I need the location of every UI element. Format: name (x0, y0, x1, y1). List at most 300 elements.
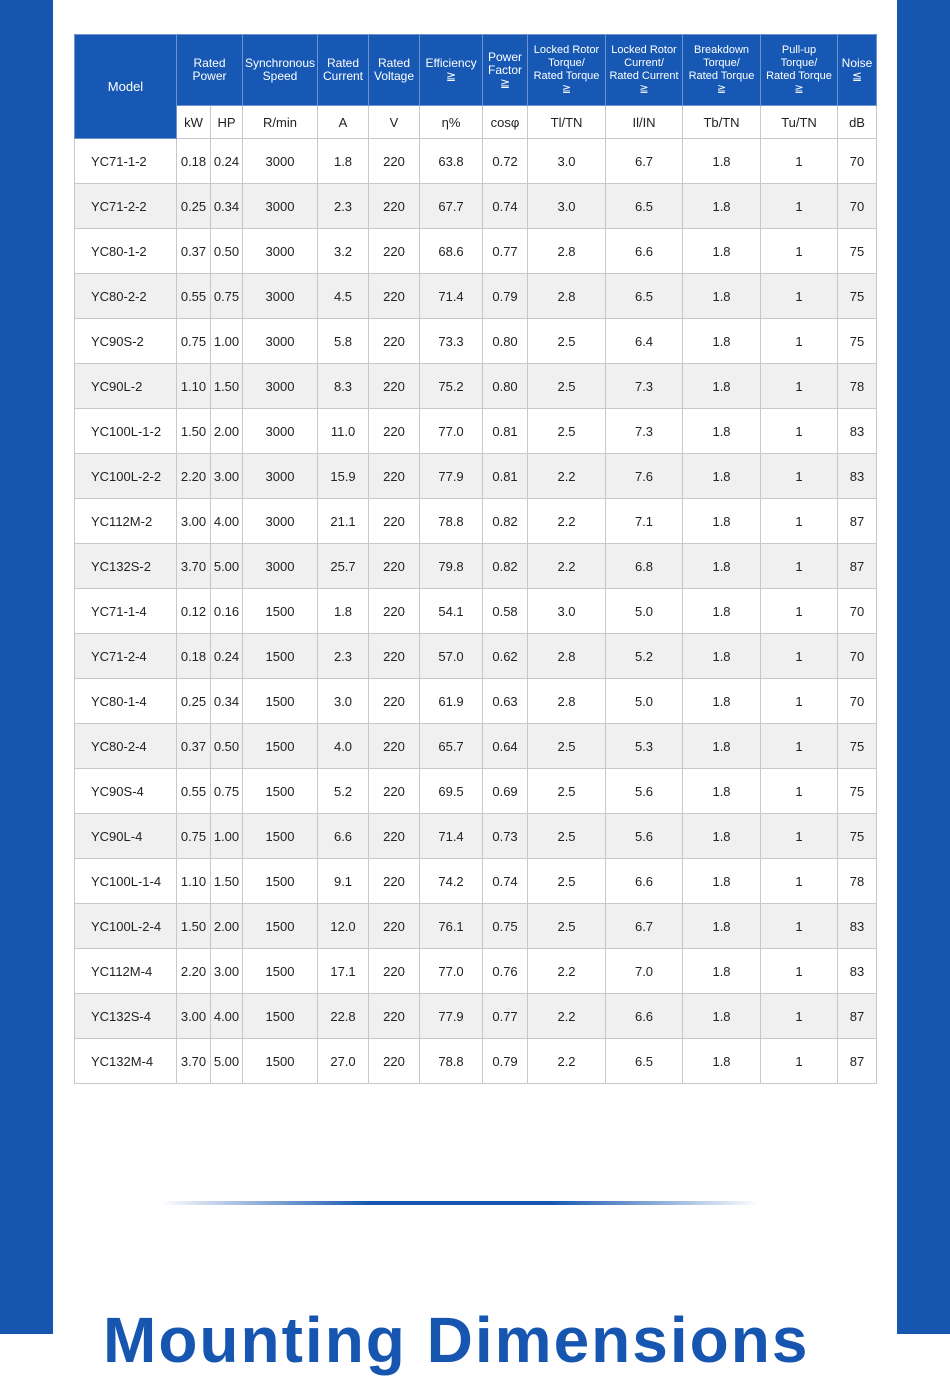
value-cell: 15.9 (318, 454, 369, 499)
value-cell: 1.8 (683, 634, 761, 679)
value-cell: 1.8 (683, 184, 761, 229)
value-cell: 220 (369, 949, 420, 994)
value-cell: 220 (369, 409, 420, 454)
value-cell: 0.75 (177, 319, 211, 364)
value-cell: 3000 (243, 454, 318, 499)
value-cell: 1.8 (683, 229, 761, 274)
unit-cell: Tb/TN (683, 106, 761, 139)
value-cell: 5.8 (318, 319, 369, 364)
value-cell: 3.0 (528, 184, 606, 229)
value-cell: 0.55 (177, 769, 211, 814)
table-row (75, 859, 877, 904)
header-line: Rated (378, 56, 411, 70)
table-row (75, 724, 877, 769)
value-cell: 5.2 (606, 634, 683, 679)
value-cell: 1 (761, 499, 838, 544)
value-cell: 63.8 (420, 139, 483, 184)
table-row (75, 409, 877, 454)
value-cell: 6.6 (606, 859, 683, 904)
value-cell: 1 (761, 814, 838, 859)
header-pullup-torque (761, 35, 838, 106)
header-line: Locked Rotor (611, 44, 677, 56)
section-title: Mounting Dimensions (103, 1304, 810, 1376)
value-cell: 83 (838, 949, 877, 994)
model-cell: YC100L-1-4 (75, 859, 177, 904)
header-line: Torque/ (703, 57, 740, 69)
value-cell: 0.34 (211, 184, 243, 229)
value-cell: 0.79 (483, 1039, 528, 1084)
value-cell: 17.1 (318, 949, 369, 994)
header-line: ≧ (794, 83, 804, 95)
table-body (75, 139, 877, 1084)
value-cell: 220 (369, 589, 420, 634)
value-cell: 0.75 (177, 814, 211, 859)
value-cell: 0.77 (483, 994, 528, 1039)
value-cell: 4.0 (318, 724, 369, 769)
table-row (75, 544, 877, 589)
value-cell: 3000 (243, 319, 318, 364)
header-model (75, 35, 177, 139)
value-cell: 0.69 (483, 769, 528, 814)
header-line: Power (488, 49, 523, 64)
table-row (75, 364, 877, 409)
value-cell: 3.70 (177, 544, 211, 589)
model-cell: YC71-2-2 (75, 184, 177, 229)
value-cell: 6.7 (606, 904, 683, 949)
value-cell: 2.5 (528, 724, 606, 769)
value-cell: 0.50 (211, 724, 243, 769)
value-cell: 5.00 (211, 1039, 243, 1084)
value-cell: 83 (838, 904, 877, 949)
value-cell: 3.0 (528, 589, 606, 634)
header-line: Rated Torque (688, 70, 755, 82)
value-cell: 1.8 (683, 364, 761, 409)
value-cell: 1.8 (683, 319, 761, 364)
value-cell: 2.2 (528, 949, 606, 994)
header-line: Synchronous (244, 56, 316, 70)
model-cell: YC100L-2-2 (75, 454, 177, 499)
value-cell: 1.8 (683, 454, 761, 499)
value-cell: 0.76 (483, 949, 528, 994)
unit-cell: R/min (243, 106, 318, 139)
value-cell: 0.25 (177, 184, 211, 229)
value-cell: 2.5 (528, 859, 606, 904)
value-cell: 0.79 (483, 274, 528, 319)
table-row (75, 949, 877, 994)
value-cell: 3.00 (177, 499, 211, 544)
value-cell: 2.2 (528, 454, 606, 499)
value-cell: 2.3 (318, 634, 369, 679)
value-cell: 70 (838, 139, 877, 184)
value-cell: 6.6 (318, 814, 369, 859)
header-line: ≧ (639, 83, 649, 95)
value-cell: 1.8 (683, 859, 761, 904)
value-cell: 78 (838, 859, 877, 904)
value-cell: 0.80 (483, 319, 528, 364)
value-cell: 1 (761, 679, 838, 724)
value-cell: 79.8 (420, 544, 483, 589)
value-cell: 2.00 (211, 409, 243, 454)
value-cell: 68.6 (420, 229, 483, 274)
value-cell: 7.1 (606, 499, 683, 544)
header-rated-power (177, 35, 243, 106)
table-row (75, 769, 877, 814)
value-cell: 57.0 (420, 634, 483, 679)
value-cell: 1 (761, 724, 838, 769)
value-cell: 220 (369, 544, 420, 589)
value-cell: 3.0 (318, 679, 369, 724)
value-cell: 1500 (243, 994, 318, 1039)
value-cell: 70 (838, 679, 877, 724)
header-line: Noise (841, 56, 873, 70)
model-cell: YC71-1-4 (75, 589, 177, 634)
value-cell: 1.8 (683, 544, 761, 589)
value-cell: 0.24 (211, 139, 243, 184)
value-cell: 1 (761, 364, 838, 409)
value-cell: 0.82 (483, 499, 528, 544)
header-line: Rated Torque (766, 70, 832, 82)
value-cell: 6.6 (606, 229, 683, 274)
value-cell: 70 (838, 184, 877, 229)
header-line: Torque/ (780, 57, 818, 69)
value-cell: 5.3 (606, 724, 683, 769)
value-cell: 0.81 (483, 409, 528, 454)
value-cell: 1 (761, 769, 838, 814)
value-cell: 220 (369, 634, 420, 679)
value-cell: 0.16 (211, 589, 243, 634)
value-cell: 220 (369, 994, 420, 1039)
value-cell: 2.2 (528, 994, 606, 1039)
value-cell: 0.64 (483, 724, 528, 769)
value-cell: 83 (838, 454, 877, 499)
value-cell: 220 (369, 904, 420, 949)
value-cell: 1500 (243, 814, 318, 859)
value-cell: 71.4 (420, 814, 483, 859)
value-cell: 54.1 (420, 589, 483, 634)
value-cell: 6.7 (606, 139, 683, 184)
value-cell: 2.00 (211, 904, 243, 949)
value-cell: 3.00 (211, 454, 243, 499)
value-cell: 7.0 (606, 949, 683, 994)
value-cell: 2.5 (528, 364, 606, 409)
value-cell: 1.8 (683, 994, 761, 1039)
value-cell: 7.3 (606, 364, 683, 409)
value-cell: 1 (761, 1039, 838, 1084)
value-cell: 1500 (243, 769, 318, 814)
model-cell: YC132S-2 (75, 544, 177, 589)
unit-cell: cosφ (483, 106, 528, 139)
value-cell: 1 (761, 859, 838, 904)
table-row (75, 589, 877, 634)
unit-cell: A (318, 106, 369, 139)
model-cell: YC90S-4 (75, 769, 177, 814)
value-cell: 0.34 (211, 679, 243, 724)
value-cell: 1 (761, 229, 838, 274)
model-cell: YC132S-4 (75, 994, 177, 1039)
value-cell: 2.5 (528, 319, 606, 364)
header-noise (838, 35, 877, 106)
header-line: Rated Current (609, 70, 679, 82)
model-cell: YC90L-2 (75, 364, 177, 409)
value-cell: 1 (761, 949, 838, 994)
value-cell: 0.75 (211, 274, 243, 319)
value-cell: 220 (369, 769, 420, 814)
header-line: ≧ (499, 75, 511, 90)
value-cell: 3000 (243, 544, 318, 589)
value-cell: 1.8 (683, 949, 761, 994)
table-row (75, 139, 877, 184)
unit-cell: Il/IN (606, 106, 683, 139)
table-row (75, 454, 877, 499)
value-cell: 2.3 (318, 184, 369, 229)
header-power-factor (483, 35, 528, 106)
unit-cell: Tl/TN (528, 106, 606, 139)
value-cell: 1500 (243, 724, 318, 769)
header-rated-voltage (369, 35, 420, 106)
value-cell: 1 (761, 589, 838, 634)
value-cell: 220 (369, 364, 420, 409)
value-cell: 70 (838, 634, 877, 679)
value-cell: 9.1 (318, 859, 369, 904)
table-row (75, 184, 877, 229)
value-cell: 75 (838, 319, 877, 364)
value-cell: 1.8 (683, 409, 761, 454)
value-cell: 1.8 (683, 904, 761, 949)
table-row (75, 634, 877, 679)
value-cell: 87 (838, 544, 877, 589)
value-cell: 25.7 (318, 544, 369, 589)
model-cell: YC90S-2 (75, 319, 177, 364)
value-cell: 1.8 (683, 679, 761, 724)
header-locked-rotor-torque (528, 35, 606, 106)
value-cell: 0.24 (211, 634, 243, 679)
value-cell: 0.12 (177, 589, 211, 634)
value-cell: 0.77 (483, 229, 528, 274)
value-cell: 3.00 (211, 949, 243, 994)
value-cell: 3000 (243, 274, 318, 319)
value-cell: 8.3 (318, 364, 369, 409)
value-cell: 75 (838, 229, 877, 274)
value-cell: 87 (838, 994, 877, 1039)
value-cell: 3000 (243, 139, 318, 184)
value-cell: 1.8 (683, 724, 761, 769)
value-cell: 1.8 (683, 499, 761, 544)
value-cell: 0.37 (177, 724, 211, 769)
unit-cell: V (369, 106, 420, 139)
header-line: Rated (193, 56, 226, 70)
value-cell: 1 (761, 544, 838, 589)
value-cell: 220 (369, 229, 420, 274)
value-cell: 1.10 (177, 859, 211, 904)
header-line: ≧ (445, 69, 457, 83)
value-cell: 1 (761, 139, 838, 184)
value-cell: 0.55 (177, 274, 211, 319)
value-cell: 0.75 (483, 904, 528, 949)
value-cell: 1500 (243, 949, 318, 994)
value-cell: 75 (838, 274, 877, 319)
value-cell: 1 (761, 994, 838, 1039)
value-cell: 3.0 (528, 139, 606, 184)
value-cell: 5.0 (606, 589, 683, 634)
value-cell: 1.00 (211, 814, 243, 859)
header-line: Speed (262, 69, 298, 83)
value-cell: 3000 (243, 499, 318, 544)
value-cell: 75 (838, 814, 877, 859)
value-cell: 2.8 (528, 229, 606, 274)
value-cell: 2.8 (528, 634, 606, 679)
value-cell: 1500 (243, 859, 318, 904)
motor-spec-table (74, 34, 877, 1084)
unit-cell: Tu/TN (761, 106, 838, 139)
unit-cell: η% (420, 106, 483, 139)
value-cell: 75.2 (420, 364, 483, 409)
value-cell: 2.5 (528, 409, 606, 454)
model-cell: YC80-2-2 (75, 274, 177, 319)
model-cell: YC80-2-4 (75, 724, 177, 769)
value-cell: 73.3 (420, 319, 483, 364)
value-cell: 0.74 (483, 184, 528, 229)
value-cell: 1.50 (177, 409, 211, 454)
value-cell: 4.5 (318, 274, 369, 319)
model-cell: YC112M-2 (75, 499, 177, 544)
header-line: Locked Rotor (533, 44, 600, 56)
value-cell: 1500 (243, 679, 318, 724)
table-row (75, 679, 877, 724)
value-cell: 77.9 (420, 454, 483, 499)
value-cell: 7.3 (606, 409, 683, 454)
value-cell: 0.74 (483, 859, 528, 904)
header-line: ≦ (851, 69, 863, 83)
header-line: ≧ (561, 83, 572, 95)
value-cell: 4.00 (211, 499, 243, 544)
header-line: Rated Torque (533, 70, 600, 82)
value-cell: 220 (369, 319, 420, 364)
value-cell: 0.75 (211, 769, 243, 814)
model-cell: YC71-2-4 (75, 634, 177, 679)
header-line: Breakdown (693, 44, 750, 56)
value-cell: 22.8 (318, 994, 369, 1039)
value-cell: 12.0 (318, 904, 369, 949)
value-cell: 0.80 (483, 364, 528, 409)
right-blue-band (897, 0, 950, 1334)
value-cell: 11.0 (318, 409, 369, 454)
model-cell: YC71-1-2 (75, 139, 177, 184)
value-cell: 2.8 (528, 679, 606, 724)
header-synchronous-speed (243, 35, 318, 106)
value-cell: 3000 (243, 409, 318, 454)
value-cell: 1 (761, 904, 838, 949)
value-cell: 2.2 (528, 499, 606, 544)
value-cell: 1 (761, 319, 838, 364)
model-cell: YC100L-2-4 (75, 904, 177, 949)
header-efficiency (420, 35, 483, 106)
table-row (75, 814, 877, 859)
value-cell: 6.5 (606, 1039, 683, 1084)
value-cell: 74.2 (420, 859, 483, 904)
value-cell: 2.20 (177, 949, 211, 994)
unit-cell: kW (177, 106, 211, 139)
value-cell: 77.9 (420, 994, 483, 1039)
header-locked-rotor-current (606, 35, 683, 106)
units-row (75, 106, 877, 139)
value-cell: 220 (369, 499, 420, 544)
value-cell: 0.63 (483, 679, 528, 724)
value-cell: 5.6 (606, 814, 683, 859)
value-cell: 5.00 (211, 544, 243, 589)
value-cell: 1.8 (683, 589, 761, 634)
value-cell: 2.5 (528, 769, 606, 814)
value-cell: 220 (369, 814, 420, 859)
value-cell: 1500 (243, 589, 318, 634)
header-line: Pull-up (781, 44, 817, 56)
unit-cell: HP (211, 106, 243, 139)
value-cell: 76.1 (420, 904, 483, 949)
value-cell: 220 (369, 1039, 420, 1084)
value-cell: 67.7 (420, 184, 483, 229)
value-cell: 3000 (243, 364, 318, 409)
value-cell: 1 (761, 274, 838, 319)
value-cell: 77.0 (420, 409, 483, 454)
header-line: Current (323, 69, 364, 83)
header-row (75, 35, 877, 106)
value-cell: 0.37 (177, 229, 211, 274)
value-cell: 5.2 (318, 769, 369, 814)
value-cell: 27.0 (318, 1039, 369, 1084)
value-cell: 1.50 (177, 904, 211, 949)
value-cell: 6.6 (606, 994, 683, 1039)
value-cell: 220 (369, 859, 420, 904)
value-cell: 3.70 (177, 1039, 211, 1084)
value-cell: 1.10 (177, 364, 211, 409)
value-cell: 0.18 (177, 139, 211, 184)
value-cell: 1.8 (318, 139, 369, 184)
value-cell: 0.73 (483, 814, 528, 859)
value-cell: 220 (369, 274, 420, 319)
value-cell: 6.8 (606, 544, 683, 589)
value-cell: 0.50 (211, 229, 243, 274)
value-cell: 2.2 (528, 544, 606, 589)
header-line: Factor (488, 62, 523, 77)
value-cell: 78 (838, 364, 877, 409)
header-line: ≧ (716, 83, 727, 95)
left-blue-band (0, 0, 53, 1334)
value-cell: 70 (838, 589, 877, 634)
unit-cell: dB (838, 106, 877, 139)
table-row (75, 1039, 877, 1084)
value-cell: 0.81 (483, 454, 528, 499)
header-line: Model (107, 79, 144, 94)
value-cell: 1.8 (683, 814, 761, 859)
table-row (75, 904, 877, 949)
value-cell: 6.4 (606, 319, 683, 364)
value-cell: 220 (369, 679, 420, 724)
value-cell: 5.6 (606, 769, 683, 814)
value-cell: 1.8 (683, 274, 761, 319)
value-cell: 87 (838, 1039, 877, 1084)
header-line: Efficiency (425, 56, 477, 70)
header-line: Torque/ (548, 57, 585, 69)
value-cell: 71.4 (420, 274, 483, 319)
value-cell: 3000 (243, 184, 318, 229)
value-cell: 2.2 (528, 1039, 606, 1084)
value-cell: 1.00 (211, 319, 243, 364)
table-row (75, 499, 877, 544)
value-cell: 1500 (243, 634, 318, 679)
value-cell: 2.5 (528, 904, 606, 949)
value-cell: 75 (838, 769, 877, 814)
value-cell: 1.50 (211, 364, 243, 409)
value-cell: 1500 (243, 904, 318, 949)
